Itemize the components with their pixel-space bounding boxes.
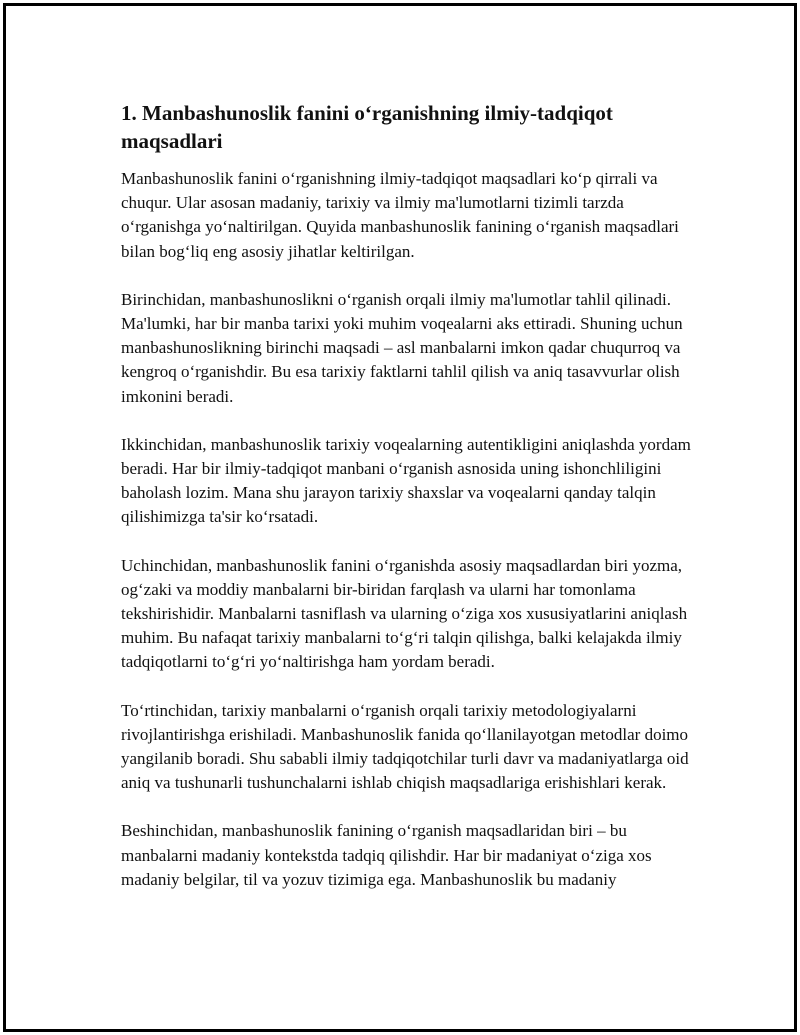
document-title: 1. Manbashunoslik fanini o‘rganishning ilmiy-tadqiqot maqsadlari	[121, 101, 613, 153]
paragraph-second: Ikkinchidan, manbashunoslik tarixiy voqealarning autentikligini aniqlashda yordam beradi. Har bir ilmiy-tadqiqot manbani o‘rganish asnosida uning ishonchliligini baholash lozim. Mana shu jarayon tarixiy shaxslar va voqealarni qanday talqin qilishimizga ta'sir ko‘rsatadi.	[121, 434, 691, 527]
paragraph-fifth: Beshinchidan, manbashunoslik fanining o‘rganish maqsadlaridan biri – bu manbalarni madaniy kontekstda tadqiq qilishdir. Har bir madaniyat o‘ziga xos madaniy belgilar, til va yozuv tizimiga ega. Manbashunoslik bu madaniy	[121, 821, 652, 889]
page-frame	[3, 3, 797, 1032]
paragraph-intro: Manbashunoslik fanini o‘rganishning ilmiy-tadqiqot maqsadlari ko‘p qirrali va chuqur. Ular asosan madaniy, tarixiy va ilmiy ma'lumotlarni tizimli tarzda o‘rganishga yo‘naltirilgan. Quyida manbashunoslik fanining o‘rganish maqsadlari bilan bog‘liq eng asosiy jihatlar keltirilgan.	[121, 169, 679, 261]
paragraph-fourth: To‘rtinchidan, tarixiy manbalarni o‘rganish orqali tarixiy metodologiyalarni rivojlantirishga erishiladi. Manbashunoslik fanida qo‘llanilayotgan metodlar doimo yangilanib boradi. Shu sababli ilmiy tadqiqotchilar turli davr va madaniyatlarga oid aniq va tushunarli tushunchalarni ishlab chiqish maqsadlariga erishishlari kerak.	[121, 700, 689, 793]
document-body	[121, 99, 701, 916]
paragraph-first: Birinchidan, manbashunoslikni o‘rganish orqali ilmiy ma'lumotlar tahlil qilinadi. Ma'lumki, har bir manba tarixi yoki muhim voqealarni aks ettiradi. Shuning uchun manbashunoslikning birinchi maqsadi – asl manbalarni imkon qadar chuqurroq va kengroq o‘rganishdir. Bu esa tarixiy faktlarni tahlil qilish va aniq tasavvurlar olish imkonini beradi.	[121, 289, 683, 406]
paragraph-third: Uchinchidan, manbashunoslik fanini o‘rganishda asosiy maqsadlardan biri yozma, og‘zaki va moddiy manbalarni bir-biridan farqlash va ularni har tomonlama tekshirishidir. Manbalarni tasniflash va ularning o‘ziga xos xususiyatlarini aniqlash muhim. Bu nafaqat tarixiy manbalarni to‘g‘ri talqin qilishga, balki kelajakda ilmiy tadqiqotlarni to‘g‘ri yo‘naltirishga ham yordam beradi.	[121, 555, 688, 672]
